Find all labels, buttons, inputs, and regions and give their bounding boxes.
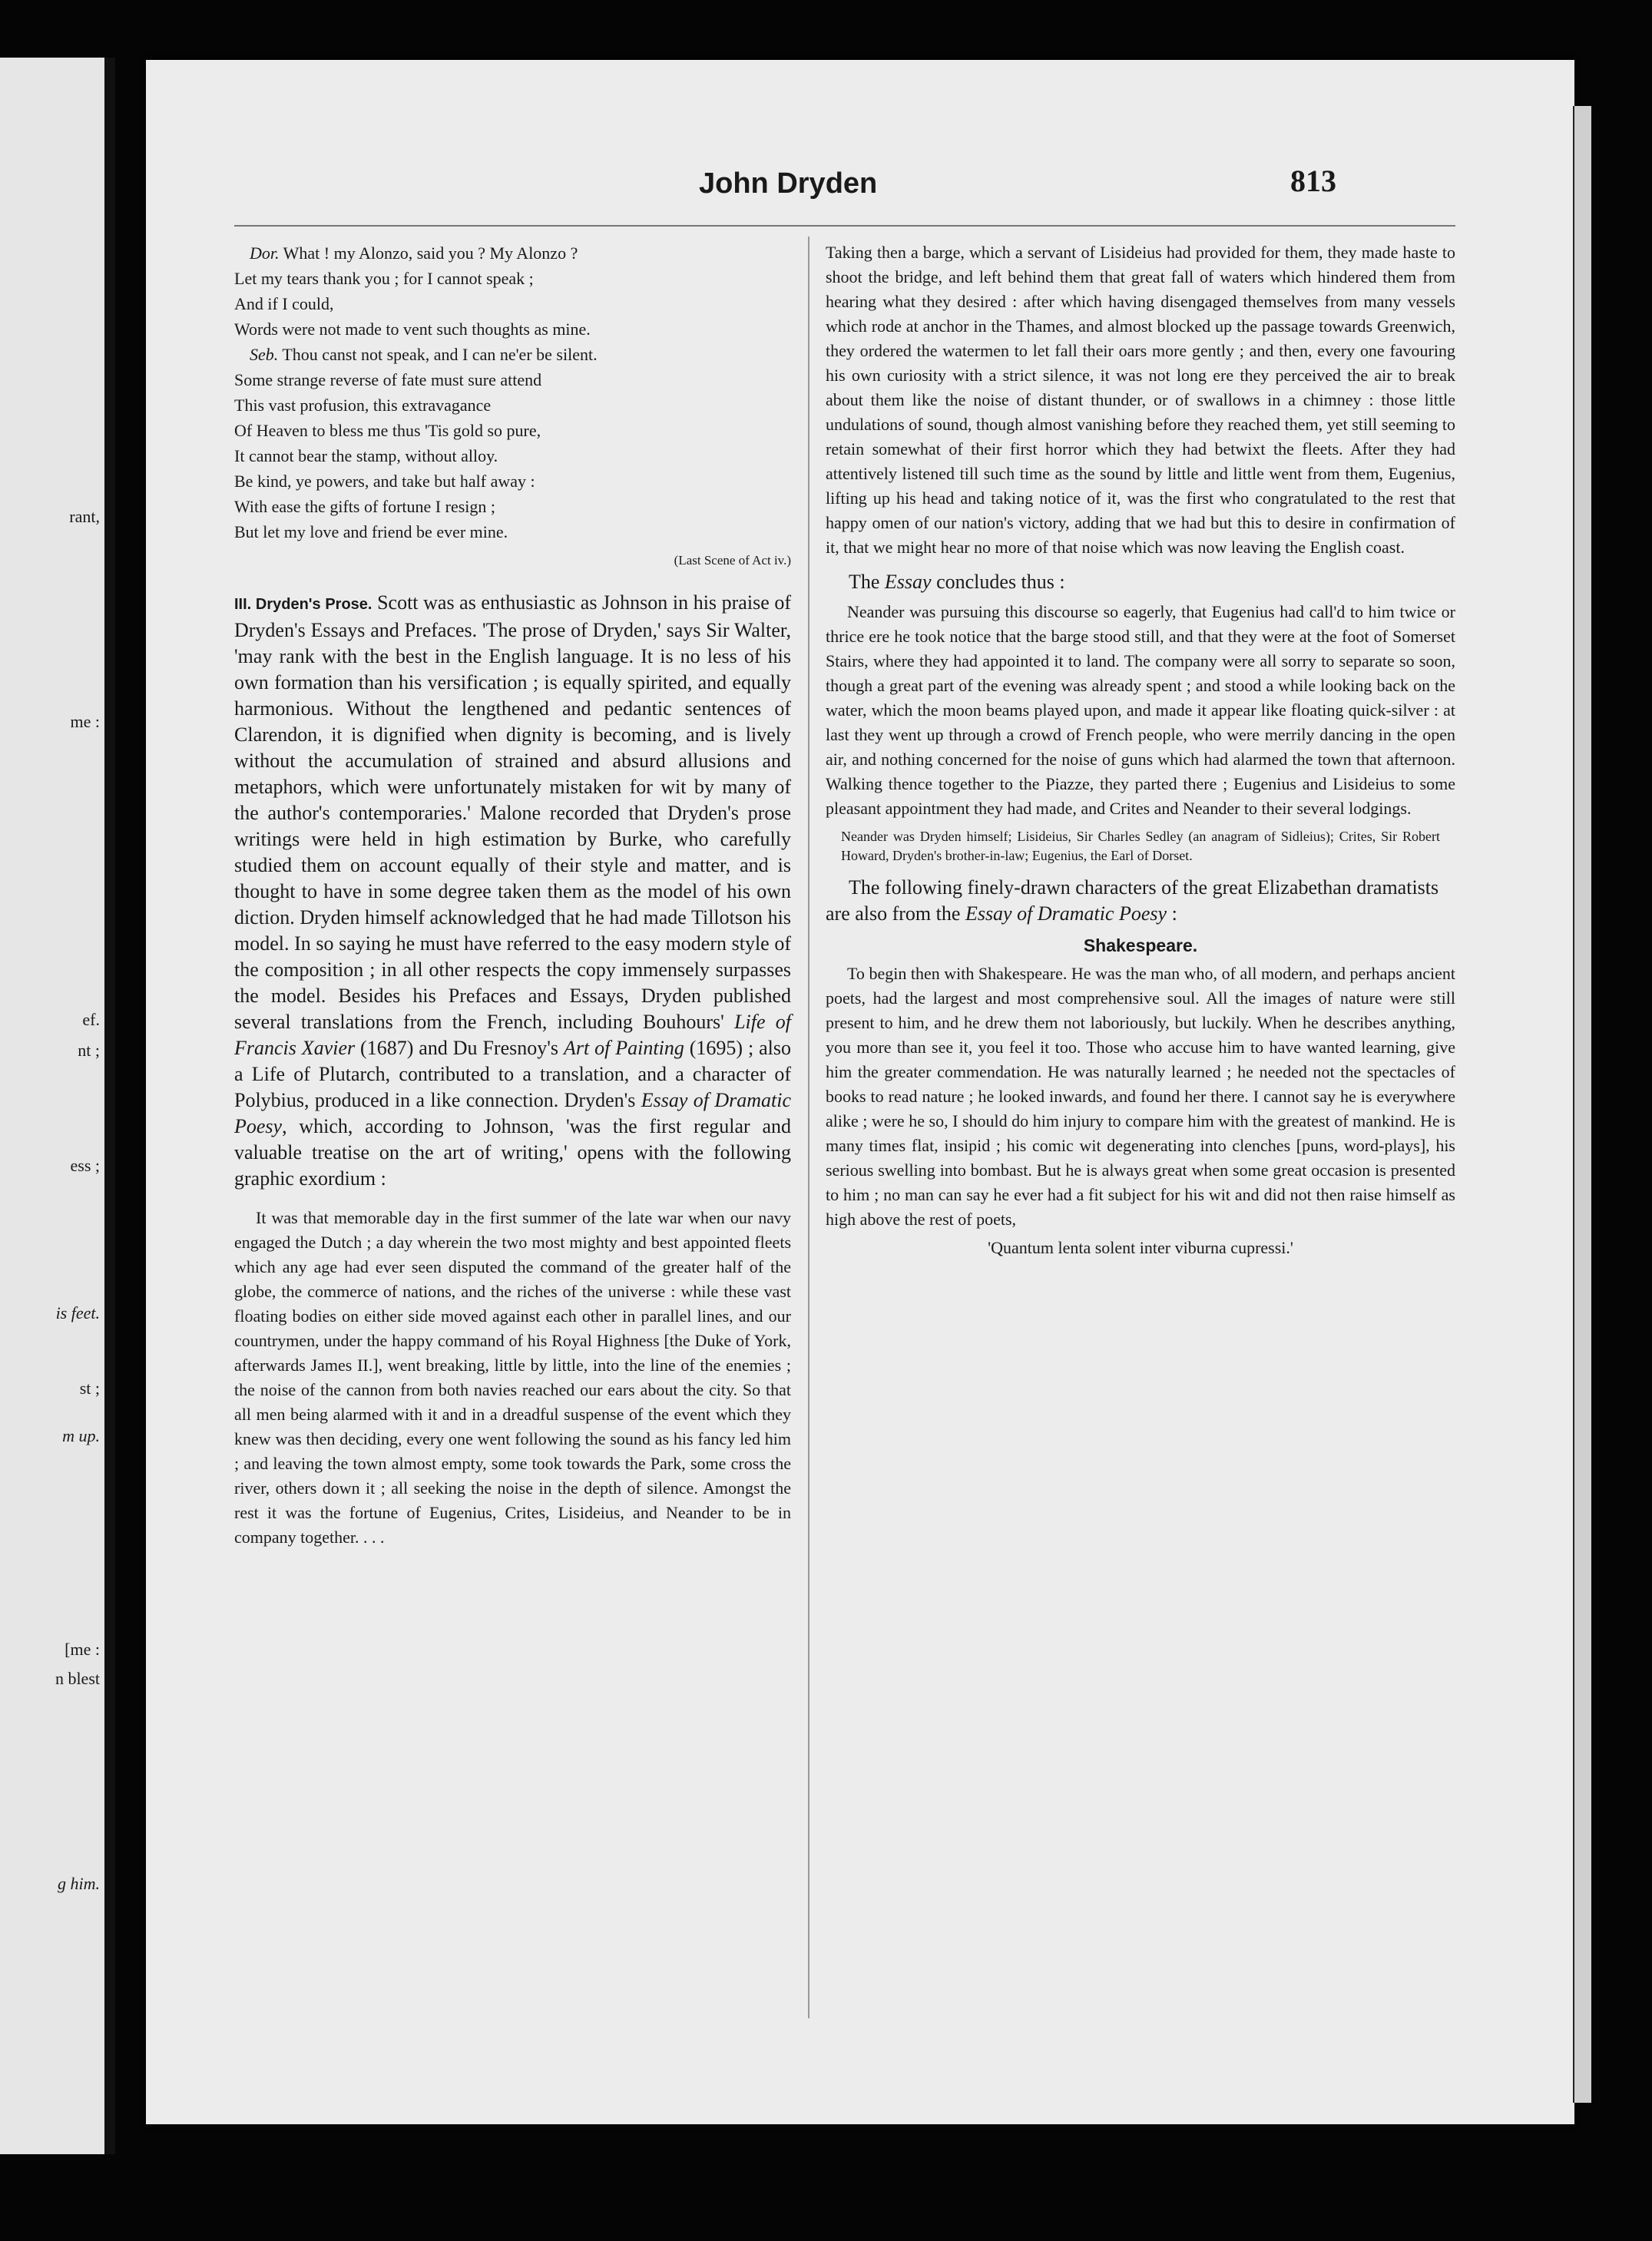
- prose-paragraph: [234, 590, 791, 1192]
- facing-page-text: g him.: [58, 1874, 100, 1893]
- footnote: Neander was Dryden himself; Lisideius, Sir Charles Sedley (an anagram of Sidleius); Crites, Sir Robert Howard, Dryden's brother-in-law; Eugenius, the Earl of Dorset.: [841, 829, 1440, 863]
- verse-credit: (Last Scene of Act iv.): [674, 553, 791, 568]
- left-column: [234, 240, 791, 1550]
- verse-line: But let my love and friend be ever mine.: [234, 522, 508, 541]
- verse-line: [234, 240, 791, 266]
- title-run: Essay of Dramatic Poesy: [234, 1089, 791, 1137]
- verse-line: Be kind, ye powers, and take but half away :: [234, 472, 535, 491]
- verse-text: Thou canst not speak, and I can ne'er be silent.: [278, 345, 598, 364]
- running-head: John Dryden: [699, 167, 878, 200]
- facing-page-text: ess ;: [70, 1156, 100, 1175]
- text-run: Scott was as enthusiastic as Johnson in his praise of Dryden's Essays and Prefaces. 'The prose of Dryden,' says Sir Walter, 'may rank with the best in the English language. It is no less of his own formation than his versification ; is equally spirited, and equally harmonious. Without the lengthened and pedantic sentences of Clarendon, it is dignified when dignity is becoming, and is lively without the accumulation of strained and absurd allusions and metaphors, which were unfortunately mistaken for wit by many of the author's contemporaries.' Malone recorded that Dryden's prose writings were held in high estimation by Burke, who carefully studied them on account equally of their style and matter, and is thought to have in some degree taken them as the model of his own diction. Dryden himself acknowledged that he had made Tillotson his model. In so saying he must have referred to the easy modern style of the composition ; in all other respects the copy immensely surpasses the model. Besides his Prefaces and Essays, Dryden published several translations from the French, including Bouhours': [234, 591, 791, 1033]
- verse-extract: [234, 240, 791, 573]
- characters-intro: [826, 875, 1455, 927]
- verse-line: Words were not made to vent such thoughts as mine.: [234, 319, 591, 339]
- exordium-paragraph: Taking then a barge, which a servant of Lisideius had provided for them, they made haste to shoot the bridge, and left behind them that great fall of waters which hindered them from hearing what they desired : after which having disengaged themselves from many vessels which rode at anchor in the Thames, and almost blocked up the passage towards Greenwich, they ordered the watermen to let fall their oars more gently ; and then, every one favouring his own curiosity with a strict silence, it was not long ere they perceived the air to break about them like the noise of distant thunder, or of swallows in a chimney : those little undulations of sound, though almost vanishing before they reached them, yet still seeming to retain somewhat of their first horror which they had betwixt the fleets. After they had attentively listened till such time as the sound by little and little went from them, Eugenius, lifting up his head and taking notice of it, was the first who congratulated to the rest that happy omen of our nation's victory, adding that we had but this to desire in confirmation of it, that we might hear no more of that noise which was now leaving the English coast.: [826, 243, 1455, 557]
- exordium-quote: [234, 1206, 791, 1550]
- verse-line: This vast profusion, this extravagance: [234, 396, 492, 415]
- title-run: Essay: [884, 571, 932, 593]
- closing-quote: 'Quantum lenta solent inter viburna cupressi.': [988, 1238, 1293, 1257]
- text-run: The: [849, 571, 885, 593]
- conclusion-quote: [826, 600, 1455, 821]
- verse-line: And if I could,: [234, 294, 334, 313]
- shakespeare-heading: Shakespeare.: [1083, 935, 1198, 955]
- facing-page-text: ef.: [82, 1010, 100, 1029]
- text-run: :: [1167, 902, 1177, 925]
- shakespeare-quote: [826, 962, 1455, 1232]
- page-gutter: [104, 58, 115, 2154]
- conclusion-paragraph: Neander was pursuing this discourse so eagerly, that Eugenius had call'd to him twice or thrice ere he took notice that the barge stood still, and that they were at the foot of Somerset Stairs, where they had appointed it to land. The company were all sorry to separate so soon, though a great part of the evening was already spent ; and stood a while looking back on the water, which the moon beams played upon, and made it appear like floating quick-silver : at last they went up through a crowd of French people, who were merrily dancing in the open air, and nothing concerned for the noise of guns which had alarmed the town that afternoon. Walking thence together to the Piazze, they parted there ; Eugenius and Lisideius to some pleasant appointment they had made, and Crites and Neander to their several lodgings.: [826, 602, 1455, 818]
- exordium-paragraph: It was that memorable day in the first summer of the late war when our navy engaged the Dutch ; a day wherein the two most mighty and best appointed fleets which any age had ever seen disputed the command of the greater half of the globe, the commerce of nations, and the riches of the universe : while these vast floating bodies on either side moved against each other in parallel lines, and our countrymen, under the happy command of his Royal Highness [the Duke of York, afterwards James II.], went breaking, little by little, into the line of the enemies ; the noise of the cannon from both navies reached our ears about the city. So that all men being alarmed with it and in a dreadful suspense of the event which they knew was then deciding, every one went following the sound as his fancy led him ; and leaving the town almost empty, some took towards the Park, some cross the river, others down it ; all seeking the noise in the depth of silence. Amongst the rest it was the fortune of Eugenius, Crites, Lisideius, and Neander to be in company together. . . .: [234, 1208, 791, 1547]
- speaker: Dor.: [250, 243, 280, 263]
- conclusion-intro: [826, 569, 1455, 595]
- verse-text: What ! my Alonzo, said you ? My Alonzo ?: [279, 243, 578, 263]
- title-run: Essay of Dramatic Poesy: [965, 902, 1167, 925]
- header-rule: [234, 225, 1455, 227]
- section-heading: III. Dryden's Prose.: [234, 596, 372, 613]
- verse-line: With ease the gifts of fortune I resign ;: [234, 497, 496, 516]
- shakespeare-paragraph: To begin then with Shakespeare. He was the man who, of all modern, and perhaps ancient poets, had the largest and most comprehensive soul. All the images of nature were still present to him, and he drew them not laboriously, but luckily. When he describes anything, you more than see it, you feel it too. Those who accuse him to have wanted learning, give him the greater commendation. He was naturally learned ; he needed not the spectacles of books to read nature ; he looked inwards, and found her there. I cannot say he is everywhere alike ; were he so, I should do him injury to compare him with the greatest of mankind. He is many times flat, insipid ; his comic wit degenerating into clenches [puns, word-plays], his serious swelling into bombast. But he is always great when some great occasion is presented to him ; no man can say he ever had a fit subject for his wit and did not then raise himself as high above the rest of poets,: [826, 964, 1455, 1229]
- text-run: (1695) ; also a Life of Plutarch, contributed to a translation, and a character of Polybius, produced in a like connection. Dryden's: [234, 1037, 792, 1111]
- page-edge: [1573, 106, 1591, 2103]
- text-run: concludes thus :: [931, 571, 1065, 593]
- exordium-continued: [826, 240, 1455, 560]
- verse-line: Let my tears thank you ; for I cannot speak ;: [234, 269, 534, 288]
- verse-line: Of Heaven to bless me thus 'Tis gold so pure,: [234, 421, 541, 440]
- facing-page-text: nt ;: [78, 1041, 100, 1060]
- verse-line: [234, 342, 791, 367]
- column-divider: [808, 237, 809, 2018]
- right-column: [826, 240, 1455, 1260]
- page-number: 813: [1290, 164, 1336, 198]
- title-run: Art of Painting: [563, 1037, 684, 1059]
- prose-section: [234, 590, 791, 1192]
- text-run: The following finely-drawn characters of the great Elizabethan dramatists are also from the: [826, 876, 1439, 925]
- facing-page-text: is feet.: [55, 1303, 100, 1322]
- verse-line: Some strange reverse of fate must sure attend: [234, 370, 542, 389]
- facing-page-text: st ;: [79, 1379, 100, 1398]
- speaker: Seb.: [250, 345, 279, 364]
- verse-line: It cannot bear the stamp, without alloy.: [234, 446, 498, 465]
- page-header: [146, 164, 1574, 221]
- facing-page-text: n blest: [55, 1669, 100, 1688]
- facing-page-text: [me :: [65, 1640, 100, 1659]
- text-run: , which, according to Johnson, 'was the first regular and valuable treatise on the art of writing,' opens with the following graphic exordium :: [234, 1115, 791, 1190]
- facing-page-text: me :: [70, 712, 100, 731]
- facing-page-fragment: [0, 58, 115, 2154]
- text-run: (1687) and Du Fresnoy's: [355, 1037, 564, 1059]
- facing-page-text: rant,: [69, 507, 100, 526]
- facing-page-text: m up.: [62, 1426, 100, 1445]
- title-run: Life of Francis Xavier: [234, 1011, 791, 1059]
- book-page: [146, 60, 1574, 2124]
